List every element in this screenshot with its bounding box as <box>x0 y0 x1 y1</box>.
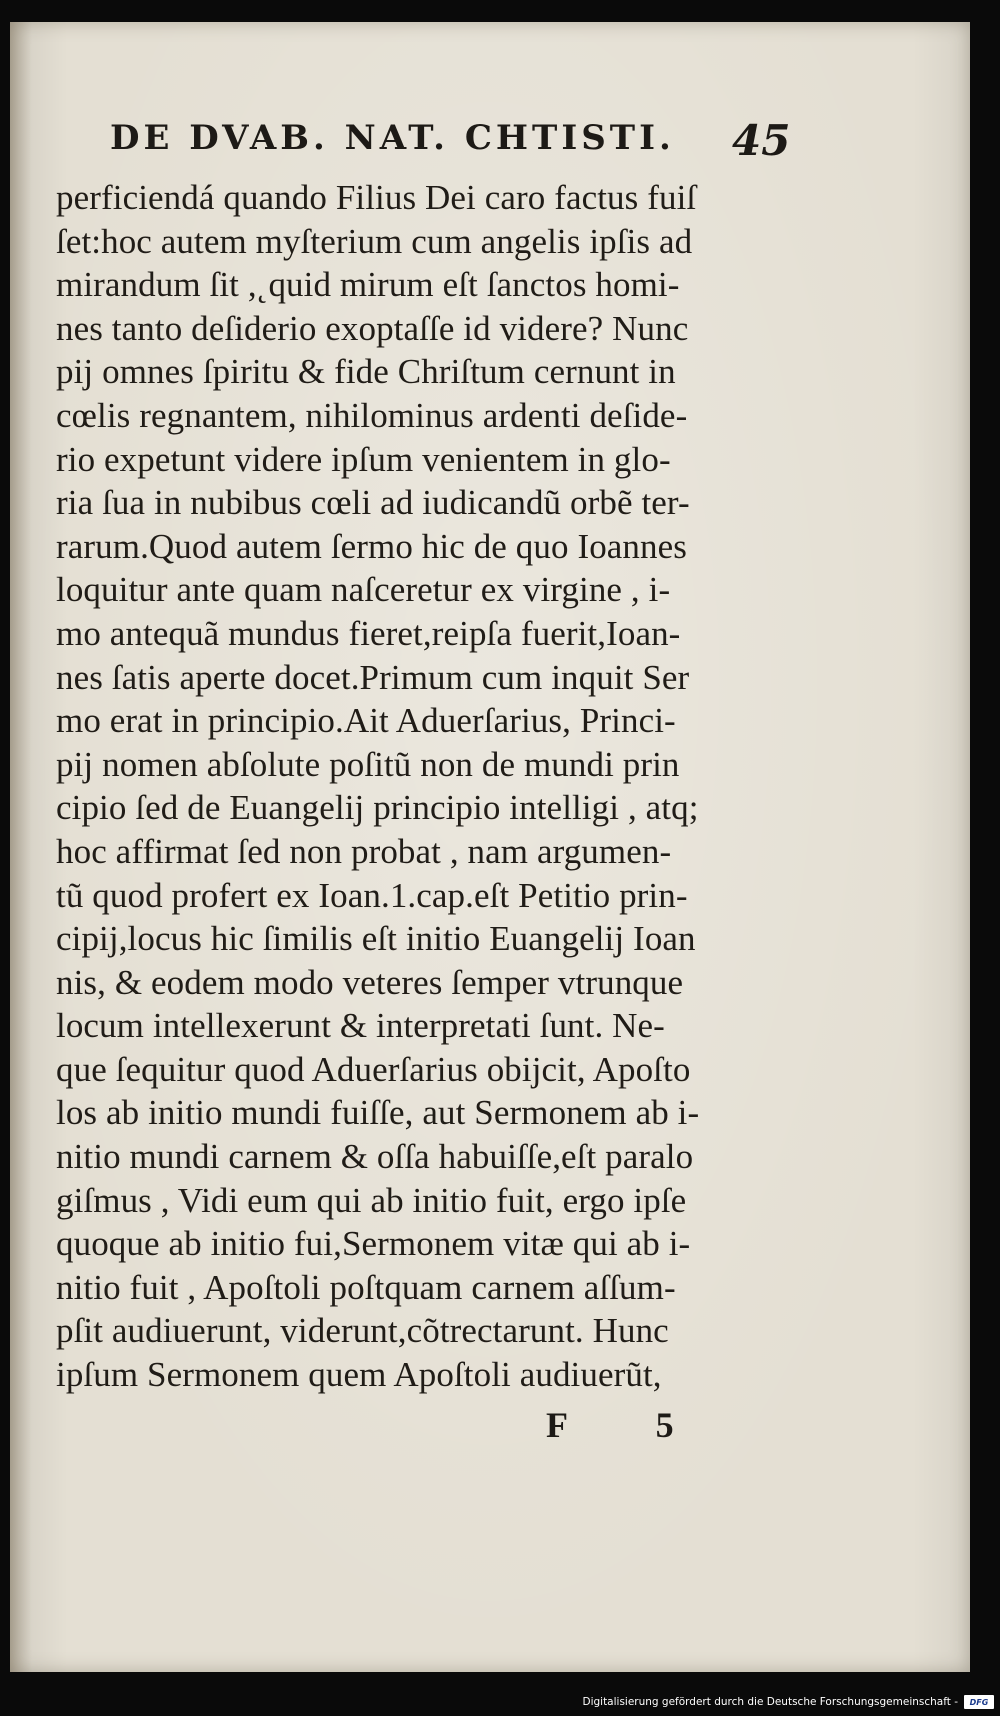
text-line: pij nomen abſolute poſitũ non de mundi prin <box>56 744 680 784</box>
text-line: ria ſua in nubibus cœli ad iudicandũ orbẽ ter- <box>56 483 690 523</box>
text-line: ipſum Sermonem quem Apoſtoli audiuerũt, <box>56 1355 662 1395</box>
text-line: mirandum ſit ,˛quid mirum eſt ſanctos homi- <box>56 265 680 305</box>
text-line: giſmus , Vidi eum qui ab initio fuit, ergo ipſe <box>56 1180 687 1220</box>
text-line: rarum.Quod autem ſermo hic de quo Ioannes <box>56 526 687 566</box>
text-line: nes tanto deſiderio exoptaſſe id videre? Nunc <box>56 308 689 348</box>
text-line: nitio mundi carnem & oſſa habuiſſe,eſt paralo <box>56 1137 694 1177</box>
running-title: DE DVAB. NAT. CHTISTI. <box>110 118 675 158</box>
credit-text: Digitalisierung gefördert durch die Deutsche Forschungsgemeinschaft - <box>582 1696 958 1708</box>
text-line: perficiendá quando Filius Dei caro factus fuiſ <box>56 178 697 217</box>
text-line: loquitur ante quam naſceretur ex virgine , i- <box>56 570 671 610</box>
signature-mark: F 5 <box>546 1405 714 1445</box>
page-number: 45 <box>732 116 791 165</box>
book-page <box>10 22 970 1672</box>
text-line: ſet:hoc autem myſterium cum angelis ipſis ad <box>56 221 693 261</box>
text-line: rio expetunt videre ipſum venientem in glo- <box>56 439 671 479</box>
text-line: quoque ab initio fui,Sermonem vitæ qui ab i- <box>56 1224 691 1264</box>
text-line: pij omnes ſpiritu & fide Chriſtum cernunt in <box>56 352 676 392</box>
text-line: cipio ſed de Euangelij principio intelligi , atq; <box>56 788 699 828</box>
text-line: que ſequitur quod Aduerſarius obijcit, Apoſto <box>56 1049 691 1089</box>
text-line: cœlis regnantem, nihilominus ardenti deſide- <box>56 395 688 435</box>
body-text <box>56 176 776 1397</box>
text-line: tũ quod profert ex Ioan.1.cap.eſt Petitio prin- <box>56 875 688 915</box>
text-line: mo erat in principio.Ait Aduerſarius, Princi- <box>56 701 676 741</box>
text-line: nis, & eodem modo veteres ſemper vtrunque <box>56 962 684 1002</box>
text-line: cipij,locus hic ſimilis eſt initio Euangelij Ioan <box>56 919 696 959</box>
dfg-logo-icon[interactable]: DFG <box>964 1695 994 1709</box>
text-line: pſit audiuerunt, viderunt,cõtrectarunt. Hunc <box>56 1311 669 1351</box>
running-head <box>100 118 800 170</box>
text-line: hoc affirmat ſed non probat , nam argumen- <box>56 831 672 871</box>
digitization-credit <box>582 1692 994 1712</box>
text-line: los ab initio mundi fuiſſe, aut Sermonem ab i- <box>56 1093 700 1133</box>
text-line: nitio fuit , Apoſtoli poſtquam carnem aſſum- <box>56 1267 676 1307</box>
text-line: locum intellexerunt & interpretati ſunt. Ne- <box>56 1006 665 1046</box>
page-spine-shadow <box>10 22 32 1672</box>
text-line: mo antequã mundus fieret,reipſa fuerit,Ioan- <box>56 613 681 653</box>
text-line: nes ſatis aperte docet.Primum cum inquit Ser <box>56 657 690 697</box>
